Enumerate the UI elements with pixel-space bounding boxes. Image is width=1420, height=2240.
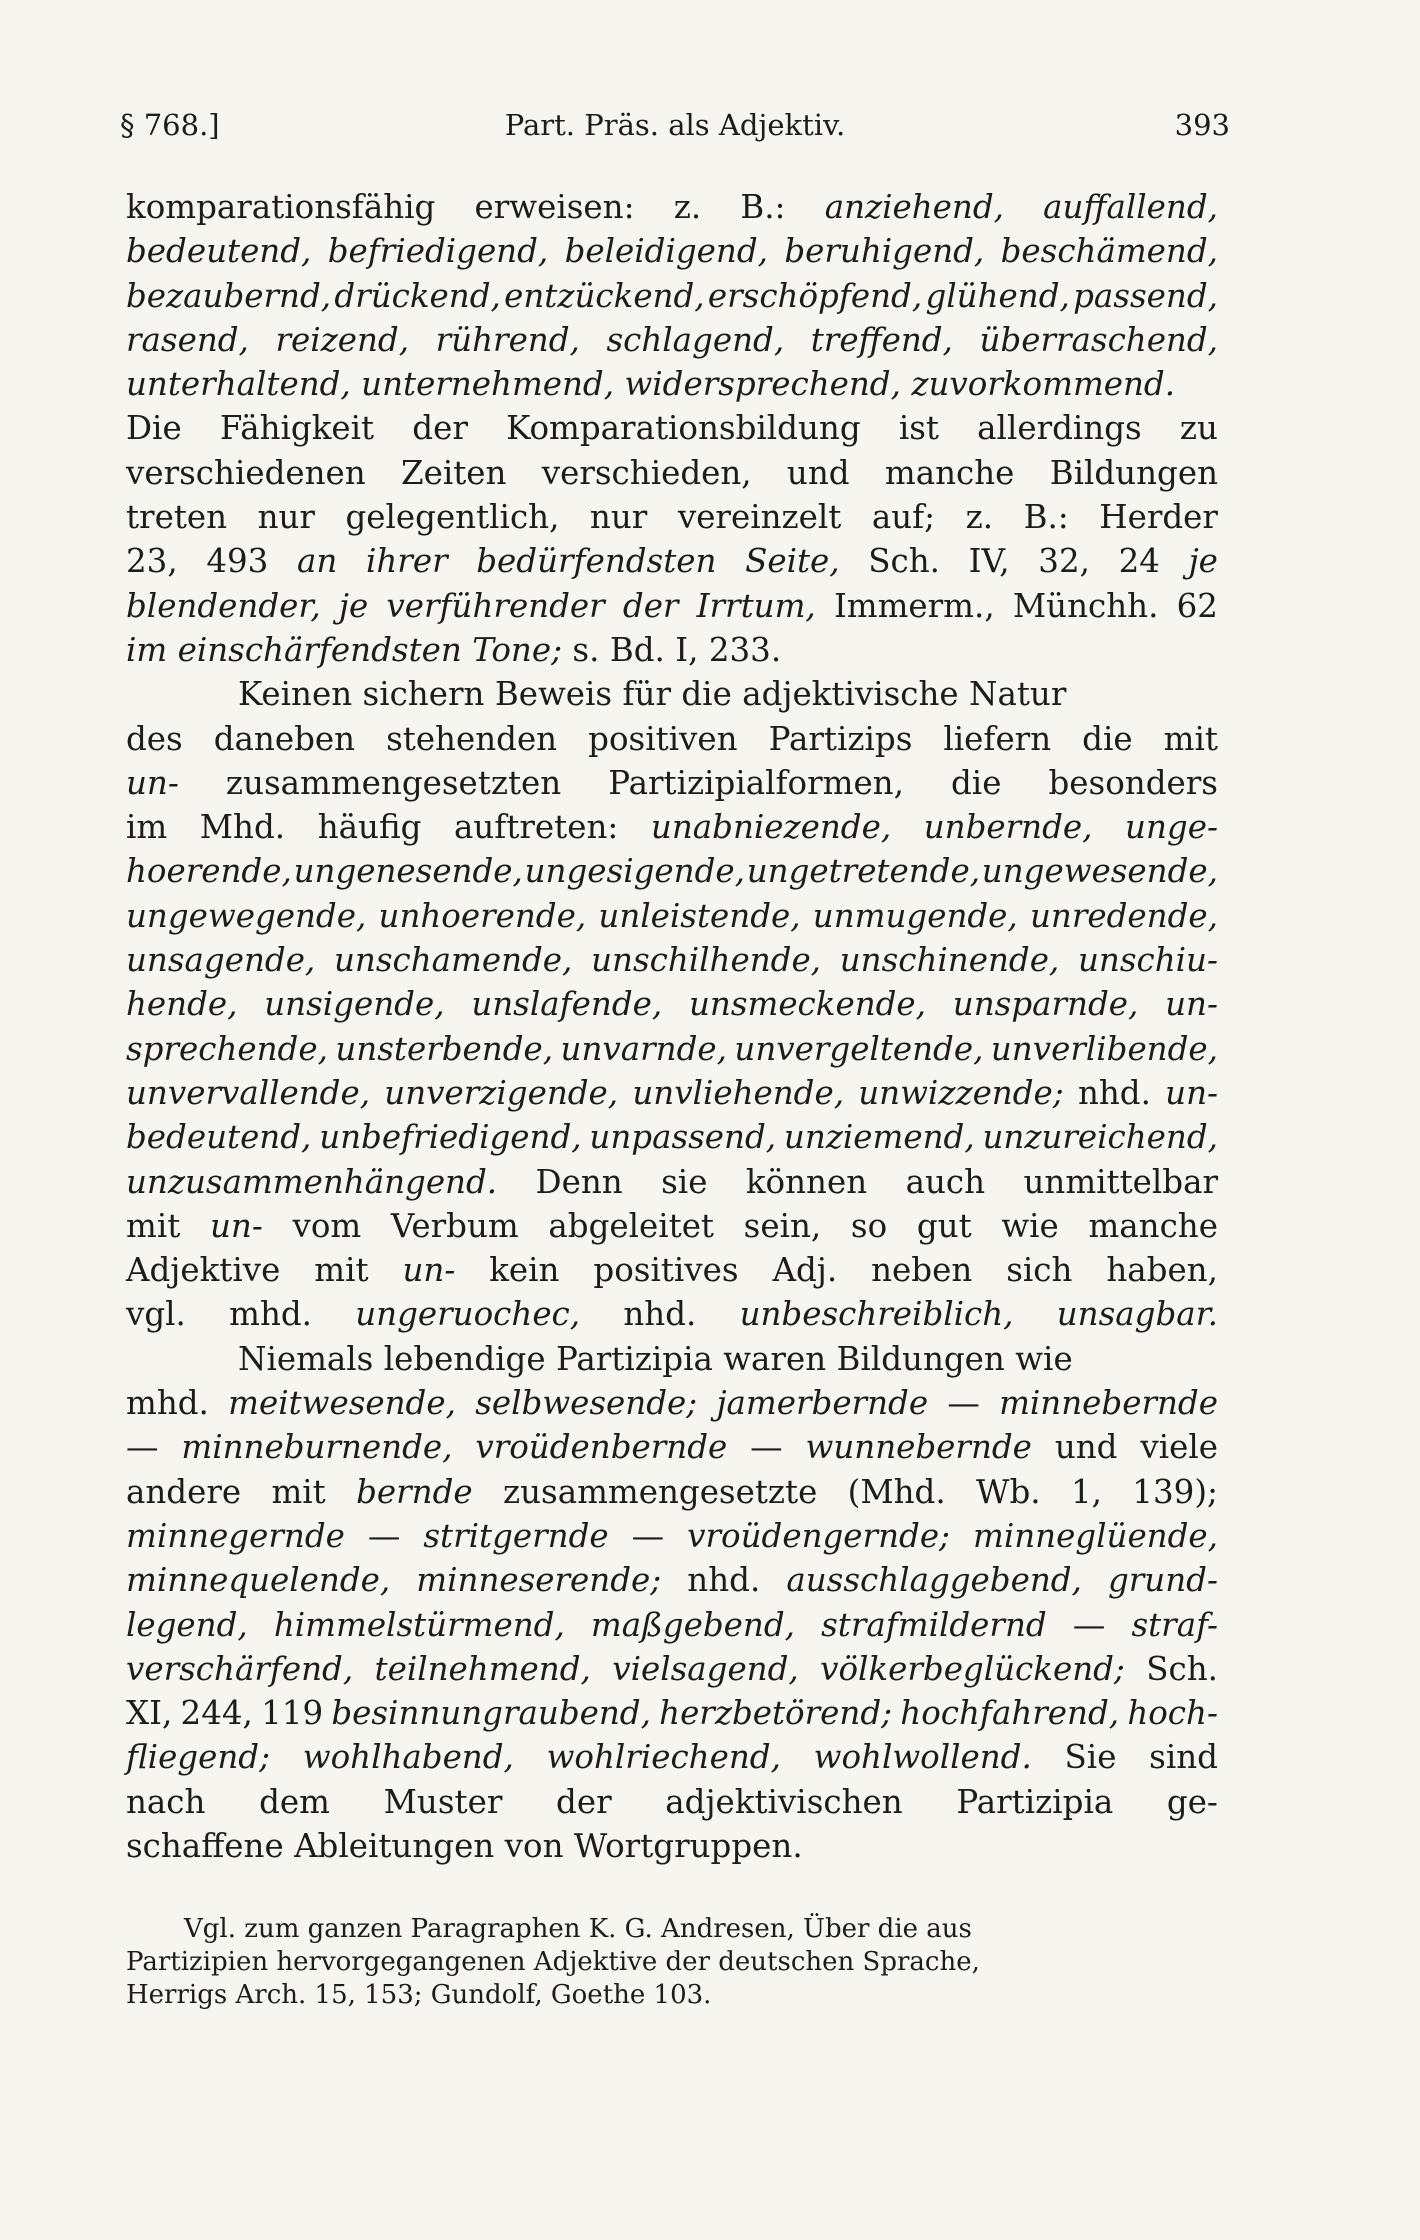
word: die [1082, 719, 1133, 758]
word: entzückend, [504, 276, 705, 315]
text-line [126, 1425, 1218, 1469]
word: beleidigend, [564, 232, 768, 271]
word: besinnungraubend, [331, 1694, 651, 1733]
word: allerdings [977, 409, 1142, 448]
word: Niemals [238, 1339, 374, 1378]
word: unhoerende, [378, 896, 587, 935]
word: rührend, [435, 320, 580, 359]
word: Zeiten [401, 453, 507, 492]
word: Verbum [390, 1206, 519, 1245]
word: — [126, 1428, 159, 1467]
text-line [126, 1780, 1218, 1824]
word: auf; [871, 498, 936, 537]
word: Partizipia [555, 1339, 713, 1378]
text-line [126, 1514, 1218, 1558]
text-line [126, 938, 1218, 982]
text-line [126, 628, 1218, 672]
word: wie [1015, 1339, 1073, 1378]
word: ungewesende, [981, 852, 1218, 891]
text-line [126, 1337, 1218, 1381]
word: mit [126, 1206, 181, 1245]
word: wohlriechend, [546, 1738, 781, 1777]
word: Sie [1064, 1738, 1117, 1777]
word: erweisen: [474, 188, 635, 226]
word: widersprechend, [624, 365, 901, 404]
word: andere [126, 1472, 242, 1511]
word: ungetretende, [746, 852, 981, 891]
word: B.: [1023, 498, 1069, 537]
word: unmugende, [812, 896, 1018, 935]
word: passend, [1073, 276, 1218, 315]
word: z. [965, 498, 994, 537]
text-line [126, 672, 1218, 716]
word: un- [1165, 985, 1218, 1024]
word: unbernde, [923, 808, 1093, 847]
word: zu [1179, 409, 1218, 448]
word: Bildungen [836, 1339, 1005, 1378]
text-line [126, 539, 1218, 583]
word: ihrer [365, 542, 448, 581]
text-line [126, 761, 1218, 805]
word: s. [572, 630, 600, 669]
word: des [126, 719, 183, 758]
word: unschiu- [1077, 941, 1218, 980]
word: viele [1140, 1428, 1218, 1467]
word: himmelstürmend, [273, 1605, 565, 1644]
word: von [504, 1826, 564, 1865]
word: 493 [206, 542, 269, 581]
text-line [126, 849, 1218, 893]
word: Partizipia [956, 1782, 1114, 1821]
text-line [126, 229, 1218, 273]
word: positiven [588, 719, 738, 758]
word: selbwesende; [475, 1384, 698, 1423]
word: unschilhende, [591, 941, 822, 980]
word: grund- [1107, 1561, 1218, 1600]
word: komparationsfähig [126, 188, 436, 226]
word: unwizzende; [858, 1073, 1064, 1112]
word: ungewegende, [126, 896, 367, 935]
word: waren [723, 1339, 827, 1378]
word: — [750, 1428, 783, 1467]
word: 233. [708, 630, 782, 669]
word: Keinen [238, 675, 353, 714]
text-line [126, 717, 1218, 761]
word: zuvorkommend. [911, 365, 1176, 404]
word: mhd. [126, 1384, 209, 1423]
word: unleistende, [598, 896, 801, 935]
text-line [126, 495, 1218, 539]
word: wie [1001, 1206, 1059, 1245]
word: Adj. [772, 1251, 838, 1290]
note-line: Vgl. zum ganzen Paragraphen K. G. Andresen, Über die aus [184, 1914, 972, 1944]
word: Partizips [768, 719, 913, 758]
word: Seite, [745, 542, 840, 581]
word: besonders [1048, 763, 1218, 802]
word: Bd. [609, 630, 665, 669]
word: befriedigend, [327, 232, 549, 271]
word: B.: [740, 188, 786, 226]
word: drückend, [334, 276, 501, 315]
word: nhd. [623, 1295, 697, 1334]
word: je [338, 586, 369, 625]
word: maßgebend, [590, 1605, 795, 1644]
word: unschinende, [839, 941, 1060, 980]
word: einschärfendsten [177, 630, 462, 669]
word: Beweis [494, 675, 613, 714]
word: I, [675, 630, 699, 669]
word: Wb. [976, 1472, 1041, 1511]
word: treffend, [810, 320, 953, 359]
word: Münchh. [1012, 586, 1159, 625]
text-line [126, 1558, 1218, 1602]
word: sind [1149, 1738, 1218, 1777]
text-line [126, 1647, 1218, 1691]
word: neben [871, 1251, 973, 1290]
word: adjektivischen [665, 1782, 903, 1821]
running-header [120, 108, 1230, 158]
word: z. [673, 188, 702, 226]
word: vom [292, 1206, 362, 1245]
text-line [126, 584, 1218, 628]
word: der [622, 586, 679, 625]
word: unslafende, [471, 985, 663, 1024]
word: mit [1163, 719, 1218, 758]
word: schaffene [126, 1826, 284, 1865]
section-reference: § 768.] [120, 108, 220, 142]
word: legend, [126, 1605, 248, 1644]
word: positives [593, 1251, 739, 1290]
word: unsparnde, [952, 985, 1139, 1024]
word: 62 [1176, 586, 1218, 625]
word: Sch. [868, 542, 941, 581]
bibliographic-note [126, 1913, 1218, 2012]
word: der [556, 1782, 612, 1821]
word: bedeutend, [126, 1118, 312, 1157]
word: Die [126, 409, 182, 448]
word: anziehend, [824, 188, 1004, 226]
word: Natur [969, 675, 1067, 714]
word: minneburnende, [181, 1428, 453, 1467]
body-text [126, 185, 1218, 1868]
word: unbefriedigend, [319, 1118, 582, 1157]
word: sichern [362, 675, 485, 714]
word: wunnebernde [805, 1428, 1032, 1467]
word: Mhd. [199, 808, 286, 847]
word: unabniezende, [650, 808, 892, 847]
word: unsigende, [264, 985, 445, 1024]
word: Denn [535, 1162, 623, 1201]
word: vroüdengernde; [687, 1516, 950, 1555]
word: strafmildernd [821, 1605, 1047, 1644]
text-line [126, 451, 1218, 495]
word: unbeschreiblich, [739, 1295, 1014, 1334]
word: der [412, 409, 468, 448]
word: XI, [126, 1694, 173, 1733]
word: bedeutend, [126, 232, 312, 271]
word: nur [257, 498, 315, 537]
word: minneserende; [416, 1561, 662, 1600]
word: manche [1088, 1206, 1218, 1245]
text-line [126, 1115, 1218, 1159]
word: rasend, [126, 320, 249, 359]
word: unvergeltende, [734, 1029, 984, 1068]
word: (Mhd. [847, 1472, 946, 1511]
word: un- [209, 1206, 263, 1245]
word: unmittelbar [1023, 1162, 1218, 1201]
word: Herder [1099, 498, 1218, 537]
word: hoerende, [126, 852, 292, 891]
word: Sch. [1146, 1649, 1218, 1688]
word: manche [884, 453, 1015, 492]
word: Muster [383, 1782, 503, 1821]
word: überraschend, [979, 320, 1218, 359]
word: ungeruochec, [355, 1295, 581, 1334]
word: sein, [743, 1206, 822, 1245]
word: Wortgruppen. [573, 1826, 803, 1865]
word: Komparationsbildung [506, 409, 861, 448]
word: können [745, 1162, 868, 1201]
word: unziemend, [783, 1118, 975, 1157]
word: mhd. [229, 1295, 313, 1334]
word: bedürfendsten [476, 542, 717, 581]
word: teilnehmend, [374, 1649, 591, 1688]
word: unsmeckende, [688, 985, 926, 1024]
word: unpassend, [589, 1118, 777, 1157]
note-line: Partizipien hervorgegangenen Adjektive der deutschen Sprache, [126, 1947, 980, 1977]
word: unverzigende, [384, 1073, 619, 1112]
word: stehenden [386, 719, 558, 758]
word: hochfahrend, [900, 1694, 1120, 1733]
word: auch [905, 1162, 986, 1201]
word: sie [661, 1162, 708, 1201]
word: treten [126, 498, 228, 537]
word: verführender [386, 586, 605, 625]
word: minnebernde [999, 1384, 1218, 1423]
word: 24 [1118, 542, 1160, 581]
word: Bildungen [1049, 453, 1218, 492]
word: nhd. [1077, 1073, 1151, 1112]
word: — [631, 1516, 665, 1555]
word: so [850, 1206, 888, 1245]
running-title: Part. Präs. als Adjektiv. [504, 108, 846, 142]
word: für [622, 675, 671, 714]
word: verschärfend, [126, 1649, 354, 1688]
word: minnegernde [126, 1516, 345, 1555]
word: mit [314, 1251, 369, 1290]
word: wohlhabend, [302, 1738, 514, 1777]
word: unternehmend, [361, 365, 615, 404]
text-line [126, 1691, 1218, 1735]
word: abgeleitet [548, 1206, 714, 1245]
word: im [126, 630, 168, 669]
word: unsterbende, [335, 1029, 554, 1068]
word: unvarnde, [560, 1029, 727, 1068]
word: verschiedenen [126, 453, 366, 492]
word: unschamende, [333, 941, 573, 980]
word: wohlwollend. [813, 1738, 1032, 1777]
word: auftreten: [454, 808, 619, 847]
word: reizend, [275, 320, 410, 359]
word: adjektivische [742, 675, 959, 714]
word: 1, [1070, 1472, 1102, 1511]
text-line [126, 362, 1218, 406]
word: ist [898, 409, 939, 448]
text-line [126, 1248, 1218, 1292]
text-line [126, 1292, 1218, 1336]
word: sprechende, [126, 1029, 328, 1068]
word: Ableitungen [294, 1826, 495, 1865]
word: 139); [1132, 1472, 1218, 1511]
word: — [1072, 1605, 1106, 1644]
word: die [951, 763, 1002, 802]
word: je [1188, 542, 1218, 581]
text-line [126, 1160, 1218, 1204]
word: vielsagend, [612, 1649, 799, 1688]
word: Fähigkeit [219, 409, 375, 448]
text-line [126, 185, 1218, 229]
word: Irrtum, [696, 586, 816, 625]
word: ungesigende, [524, 852, 745, 891]
word: ausschlaggebend, [786, 1561, 1082, 1600]
word: nach [126, 1782, 206, 1821]
word: un- [1165, 1073, 1218, 1112]
word: minneglüende, [973, 1516, 1218, 1555]
word: blendender, [126, 586, 321, 625]
word: Immerm., [833, 586, 995, 625]
word: sich [1006, 1251, 1073, 1290]
text-line [126, 274, 1218, 318]
word: bezaubernd, [126, 276, 332, 315]
word: haben, [1106, 1251, 1218, 1290]
text-line [126, 1735, 1218, 1779]
word: herzbetörend; [659, 1694, 893, 1733]
word: 244, [180, 1694, 253, 1733]
word: zusammengesetzte [502, 1472, 818, 1511]
word: minnequelende, [126, 1561, 391, 1600]
word: völkerbeglückend; [820, 1649, 1125, 1688]
word: meitwesende, [228, 1384, 456, 1423]
text-line [126, 982, 1218, 1026]
word: beruhigend, [784, 232, 985, 271]
word: auffallend, [1043, 188, 1218, 226]
text-line [126, 1824, 1218, 1868]
word: häufig [317, 808, 422, 847]
word: liefern [943, 719, 1052, 758]
word: hende, [126, 985, 238, 1024]
word: verschieden, [541, 453, 752, 492]
word: unredende, [1029, 896, 1218, 935]
word: un- [402, 1251, 456, 1290]
text-line [126, 805, 1218, 849]
text-line [126, 1381, 1218, 1425]
word: 23, [126, 542, 178, 581]
word: unvliehende, [632, 1073, 845, 1112]
word: dem [259, 1782, 330, 1821]
word: gelegentlich, [345, 498, 560, 537]
word: glühend, [925, 276, 1070, 315]
word: nhd. [687, 1561, 761, 1600]
word: straf- [1131, 1605, 1218, 1644]
text-line [126, 1071, 1218, 1115]
word: und [786, 453, 850, 492]
text-line [126, 406, 1218, 450]
word: bernde [356, 1472, 473, 1511]
word: fliegend; [126, 1738, 271, 1777]
word: vroüdenbernde [475, 1428, 728, 1467]
word: unverlibende, [990, 1029, 1218, 1068]
text-line [126, 1027, 1218, 1071]
word: Tone; [472, 630, 563, 669]
text-line [126, 1470, 1218, 1514]
word: ungenesende, [293, 852, 523, 891]
page-number: 393 [1174, 108, 1230, 142]
word: gut [916, 1206, 972, 1245]
word: IV, [968, 542, 1010, 581]
word: daneben [213, 719, 356, 758]
word: un- [126, 763, 179, 802]
word: zusammengesetzten [225, 763, 562, 802]
word: beschämend, [1000, 232, 1218, 271]
word: jamerbernde [716, 1384, 929, 1423]
word: Adjektive [126, 1251, 281, 1290]
word: mit [271, 1472, 326, 1511]
word: Partizipialformen, [608, 763, 904, 802]
word: nur [589, 498, 648, 537]
word: stritgernde [423, 1516, 609, 1555]
word: 119 [261, 1694, 324, 1733]
word: kein [489, 1251, 560, 1290]
word: erschöpfend, [707, 276, 923, 315]
word: hoch- [1127, 1694, 1218, 1733]
word: unzureichend, [982, 1118, 1218, 1157]
word: schlagend, [606, 320, 785, 359]
word: unterhaltend, [126, 365, 351, 404]
word: vgl. [126, 1295, 186, 1334]
word: — [367, 1516, 401, 1555]
word: an [297, 542, 338, 581]
word: lebendige [383, 1339, 546, 1378]
word: unge- [1125, 808, 1218, 847]
word: — [947, 1384, 980, 1423]
word: und [1054, 1428, 1118, 1467]
text-line [126, 318, 1218, 362]
word: unvervallende, [126, 1073, 371, 1112]
word: im [126, 808, 168, 847]
text-line [126, 1603, 1218, 1647]
note-line: Herrigs Arch. 15, 153; Gundolf, Goethe 103. [126, 1980, 712, 2010]
text-line [126, 1204, 1218, 1248]
word: unsagende, [126, 941, 316, 980]
word: unzusammenhängend. [126, 1162, 498, 1201]
word: unsagbar. [1056, 1295, 1218, 1334]
word: ge- [1166, 1782, 1218, 1821]
text-line [126, 894, 1218, 938]
word: 32, [1038, 542, 1090, 581]
word: vereinzelt [677, 498, 842, 537]
word: die [681, 675, 732, 714]
